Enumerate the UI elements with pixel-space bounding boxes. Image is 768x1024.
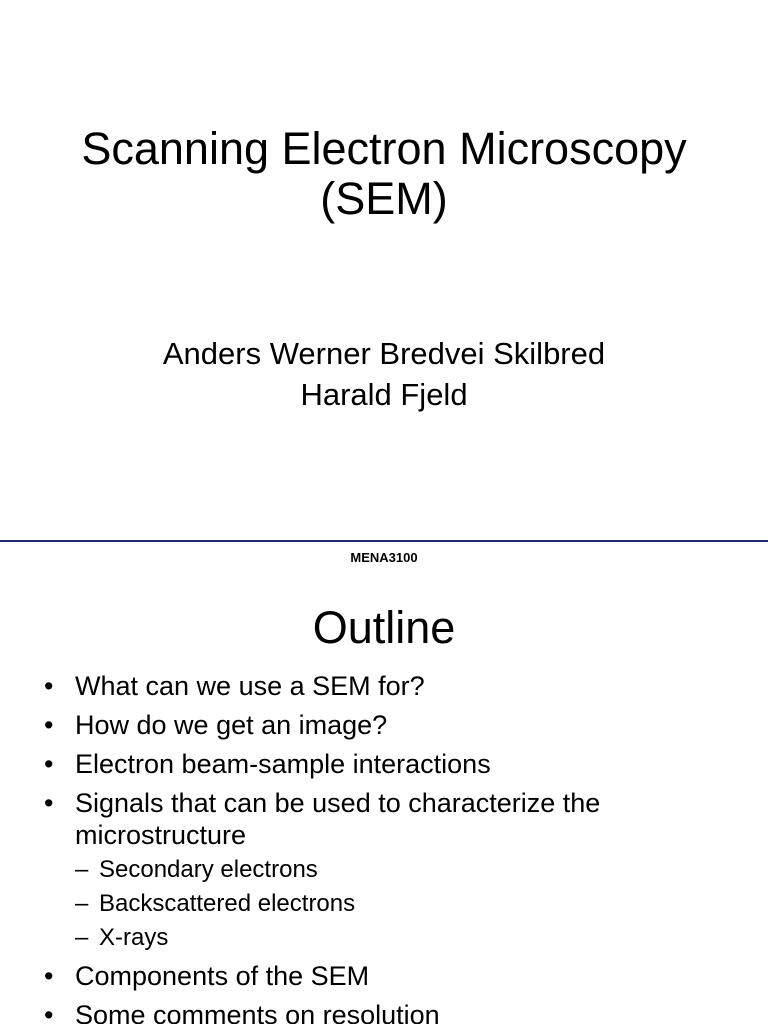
slide-title bbox=[0, 124, 768, 224]
outline-item-text: Signals that can be used to characterize the microstructure bbox=[75, 788, 601, 850]
outline-item: • What can we use a SEM for? bbox=[44, 670, 744, 702]
slide-title-line-1: Scanning Electron Microscopy bbox=[81, 123, 687, 174]
authors bbox=[0, 333, 768, 415]
outline-subitem: – Secondary electrons bbox=[75, 855, 744, 885]
slide-divider bbox=[0, 540, 768, 542]
outline-item: • How do we get an image? bbox=[44, 709, 744, 741]
slide-title-line-2: (SEM) bbox=[320, 173, 448, 224]
outline-item: • Some comments on resolution bbox=[44, 999, 744, 1024]
author-name: Anders Werner Bredvei Skilbred bbox=[162, 336, 606, 371]
outline-item: • Electron beam-sample interactions bbox=[44, 748, 744, 780]
outline-item: • Components of the SEM bbox=[44, 960, 744, 992]
outline-sublist bbox=[75, 855, 744, 953]
outline-list bbox=[44, 670, 744, 1024]
outline-item bbox=[44, 787, 744, 953]
author-name: Harald Fjeld bbox=[300, 377, 468, 412]
outline-title: Outline bbox=[312, 602, 456, 653]
outline-subitem: – X-rays bbox=[75, 923, 744, 953]
outline-slide bbox=[0, 540, 768, 1024]
outline-subitem: – Backscattered electrons bbox=[75, 889, 744, 919]
course-code: MENA3100 bbox=[350, 550, 418, 565]
